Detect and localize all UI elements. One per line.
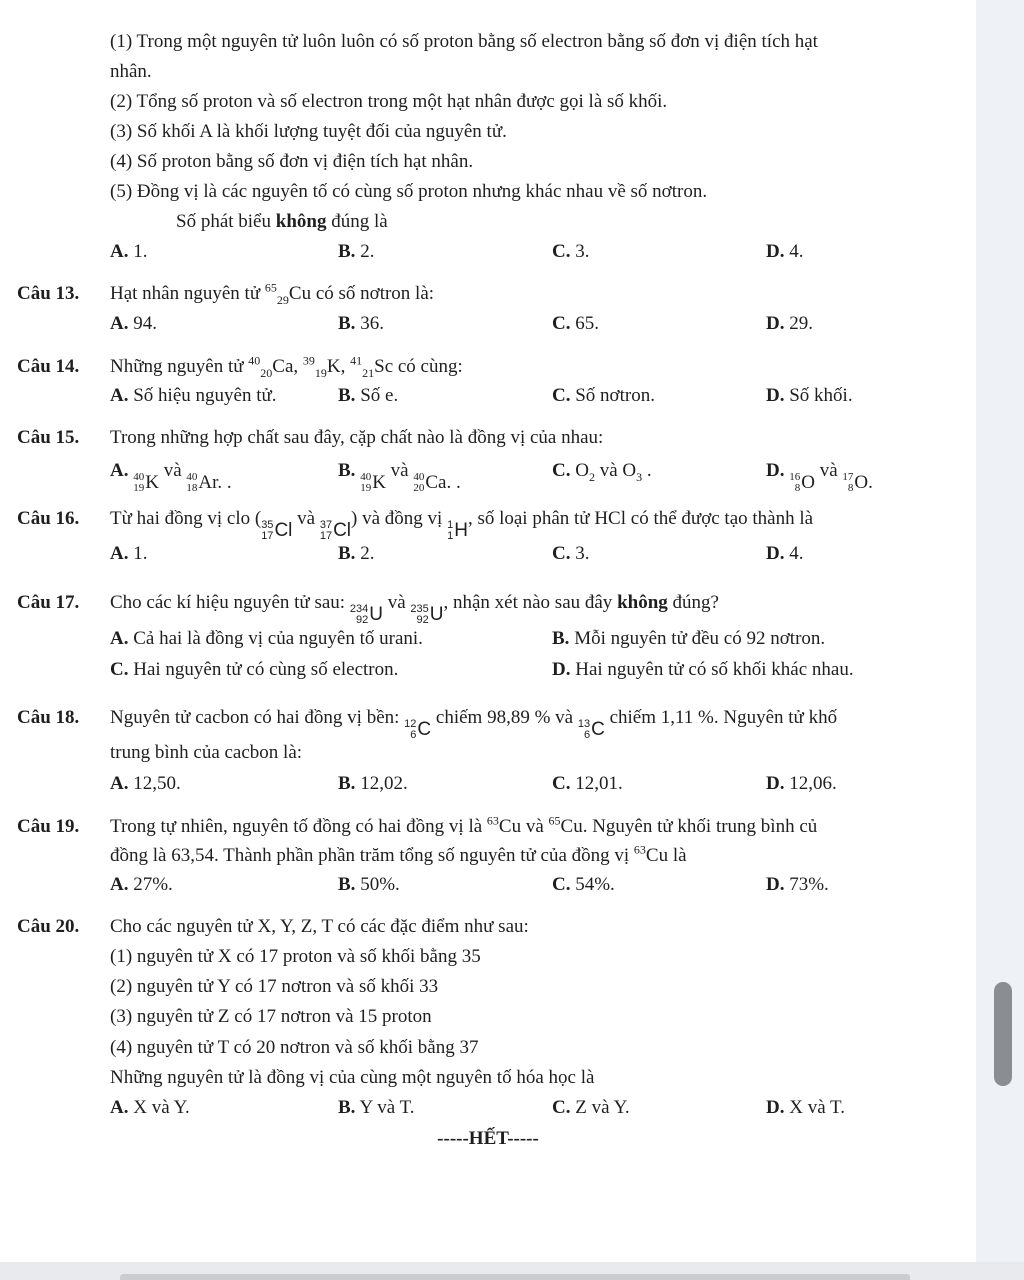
q14-option-c[interactable] — [552, 385, 655, 407]
option-letter: C. — [552, 874, 571, 895]
option-text: Y và T. — [355, 1097, 415, 1118]
question-19-stem — [110, 813, 818, 838]
atomic-number: 19 — [133, 482, 145, 494]
q15-option-b[interactable] — [338, 460, 461, 494]
nuclide — [320, 520, 351, 542]
nuclide — [578, 719, 605, 741]
q15-option-c[interactable] — [552, 460, 652, 482]
option-letter: D. — [766, 460, 785, 481]
q14-option-b[interactable] — [338, 385, 398, 407]
q12-prompt — [176, 211, 388, 233]
q20-option-d[interactable] — [766, 1097, 845, 1119]
option-text: 27%. — [128, 874, 173, 895]
mass-number: 234 — [349, 603, 369, 615]
element-symbol: K — [145, 472, 159, 493]
element-symbol: Ca. . — [425, 472, 461, 493]
scrollbar-thumb[interactable] — [994, 982, 1012, 1086]
q14-mass-1: 40 — [248, 353, 261, 368]
q16-option-c[interactable] — [552, 543, 589, 565]
q19-sym-2: Cu. Nguyên tử khối trung bình củ — [560, 816, 818, 837]
option-text: Mỗi nguyên tử đều có 92 nơtron. — [569, 628, 826, 649]
q20-option-c[interactable] — [552, 1097, 630, 1119]
atomic-number: 92 — [416, 614, 429, 626]
q17-text: Cho các kí hiệu nguyên tử sau: — [110, 592, 350, 613]
option-letter: C. — [110, 659, 129, 680]
option-text: 3. — [570, 543, 590, 564]
option-text: 54%. — [570, 874, 615, 895]
q18-option-a[interactable] — [110, 773, 181, 795]
question-14-stem — [110, 353, 463, 380]
atomic-number: 18 — [186, 482, 198, 494]
q19-option-b[interactable] — [338, 874, 400, 896]
question-15-number: Câu 15. — [17, 427, 80, 448]
q19-option-d[interactable] — [766, 874, 829, 896]
option-letter: D. — [766, 773, 785, 794]
option-text: Z và Y. — [570, 1097, 630, 1118]
option-letter: D. — [766, 241, 785, 262]
option-text: X và T. — [784, 1097, 845, 1118]
question-14-number: Câu 14. — [17, 356, 80, 377]
conjunction: và — [292, 508, 320, 529]
conjunction: và — [594, 460, 623, 481]
option-text: 12,06. — [784, 773, 837, 794]
option-text: Số nơtron. — [570, 385, 655, 406]
nuclide — [447, 520, 468, 542]
option-text: 2. — [355, 543, 375, 564]
atomic-number: 1 — [447, 530, 454, 542]
mass-number: 40 — [360, 471, 372, 483]
mass-number: 40 — [413, 471, 425, 483]
q13-text: Hạt nhân nguyên tử — [110, 283, 265, 304]
option-letter: A. — [110, 241, 129, 262]
q16-option-d[interactable] — [766, 543, 803, 565]
option-text: Số e. — [355, 385, 399, 406]
statement-1-line-1: (1) Trong một nguyên tử luôn luôn có số proton bằng số electron bằng số đơn vị điện tích hạt — [110, 31, 818, 52]
question-17-number: Câu 17. — [17, 592, 80, 613]
question-13-stem — [110, 280, 435, 307]
atomic-number: 17 — [319, 530, 333, 542]
q12-option-a[interactable] — [110, 241, 147, 263]
q13-option-d[interactable] — [766, 313, 813, 335]
q13-mass: 65 — [264, 280, 277, 295]
option-text: 3. — [570, 241, 590, 262]
q16-text-end: , số loại phân tử HCl có thể được tạo thành là — [467, 508, 814, 529]
q14-option-d[interactable] — [766, 385, 853, 407]
q20-option-b[interactable] — [338, 1097, 415, 1119]
q14-option-a[interactable] — [110, 385, 277, 407]
q18-text-mid: chiếm 98,89 % và — [431, 707, 578, 728]
q14-sym-2: K, — [326, 356, 351, 377]
option-text: Số hiệu nguyên tử. — [128, 385, 277, 406]
atomic-number: 19 — [360, 482, 372, 494]
nuclide — [350, 604, 383, 626]
q17-option-b[interactable] — [552, 628, 825, 650]
mass-number: 16 — [789, 471, 801, 483]
element-symbol: O — [801, 472, 815, 493]
option-letter: B. — [338, 241, 356, 262]
q20-condition-4: (4) nguyên tử T có 20 nơtron và số khối bằng 37 — [110, 1037, 479, 1058]
atomic-number: 20 — [413, 482, 425, 494]
q17-bold: không — [617, 592, 668, 613]
option-letter: A. — [110, 1097, 129, 1118]
element-symbol: K — [372, 472, 386, 493]
q14-z-2: 19 — [314, 365, 327, 380]
q12-option-b[interactable] — [338, 241, 374, 263]
question-16-number: Câu 16. — [17, 508, 80, 529]
q17-text-mid: , nhận xét nào sau đây — [443, 592, 618, 613]
option-letter: C. — [552, 543, 571, 564]
option-text: 1. — [128, 543, 148, 564]
statement-2: (2) Tổng số proton và số electron trong một hạt nhân được gọi là số khối. — [110, 91, 668, 112]
q16-option-a[interactable] — [110, 543, 147, 565]
q15-option-d[interactable] — [766, 460, 873, 494]
atomic-number: 6 — [583, 729, 591, 741]
q16-text-mid: ) và đồng vị — [351, 508, 448, 529]
element-symbol: Cl — [333, 520, 352, 541]
question-20-stem: Cho các nguyên tử X, Y, Z, T có các đặc điểm như sau: — [110, 916, 529, 937]
conjunction: và — [382, 592, 411, 613]
atomic-number: 17 — [261, 530, 274, 542]
option-text: 2. — [355, 241, 375, 262]
option-letter: D. — [552, 659, 571, 680]
q14-mass-3: 41 — [350, 353, 363, 368]
q19-text: Trong tự nhiên, nguyên tố đồng có hai đồng vị là — [110, 816, 487, 837]
q12-prompt-bold: không — [275, 211, 327, 232]
statement-4: (4) Số proton bằng số đơn vị điện tích hạt nhân. — [110, 151, 474, 172]
option-letter: A. — [110, 874, 129, 895]
mass-number: 40 — [186, 471, 198, 483]
option-letter: C. — [552, 385, 571, 406]
q12-prompt-end: đúng là — [326, 211, 388, 232]
element-symbol: H — [454, 520, 468, 541]
atomic-number: 8 — [794, 482, 801, 494]
q13-option-c[interactable] — [552, 313, 599, 335]
option-text: 4. — [784, 241, 804, 262]
bottom-handle[interactable] — [120, 1274, 910, 1280]
q18-option-c[interactable] — [552, 773, 623, 795]
option-letter: C. — [552, 773, 571, 794]
q20-condition-1: (1) nguyên tử X có 17 proton và số khối bằng 35 — [110, 946, 481, 967]
option-letter: B. — [338, 773, 356, 794]
option-letter: B. — [338, 543, 356, 564]
q19-sym-3: Cu là — [645, 845, 687, 866]
q19-option-a[interactable] — [110, 874, 173, 896]
nuclide — [261, 520, 292, 542]
mass-number: 1 — [447, 519, 454, 531]
option-text: 12,50. — [128, 773, 181, 794]
option-text: 36. — [355, 313, 384, 334]
q20-condition-2: (2) nguyên tử Y có 17 nơtron và số khối 33 — [110, 976, 439, 997]
q19-text-line-2: đồng là 63,54. Thành phần phần trăm tổng số nguyên tử của đồng vị — [110, 845, 634, 866]
option-letter: D. — [766, 1097, 785, 1118]
q12-option-d[interactable] — [766, 241, 803, 263]
molecule-symbol: O — [575, 460, 589, 481]
molecule-count: 3 — [636, 469, 643, 484]
option-letter: C. — [552, 241, 571, 262]
q18-option-b[interactable] — [338, 773, 408, 795]
option-text: X và Y. — [128, 1097, 190, 1118]
q16-text: Từ hai đồng vị clo ( — [110, 508, 262, 529]
element-symbol: U — [429, 604, 444, 625]
option-text: Số khối. — [784, 385, 853, 406]
option-letter: C. — [552, 313, 571, 334]
q20-condition-3: (3) nguyên tử Z có 17 nơtron và 15 proton — [110, 1006, 432, 1027]
option-text: 1. — [128, 241, 148, 262]
end-marker: -----HẾT----- — [437, 1128, 539, 1149]
option-text: 65. — [570, 313, 599, 334]
conjunction: và — [385, 460, 414, 481]
molecule-symbol: O — [622, 460, 637, 481]
q12-option-c[interactable] — [552, 241, 589, 263]
question-18-number: Câu 18. — [17, 707, 80, 728]
mass-number: 35 — [261, 519, 274, 531]
q17-option-d[interactable] — [552, 659, 854, 681]
option-letter: A. — [110, 628, 129, 649]
question-18-stem — [110, 707, 837, 741]
nuclide — [842, 472, 872, 494]
nuclide — [404, 719, 431, 741]
q19-mass-1: 63 — [486, 813, 499, 828]
element-symbol: Ar. . — [198, 472, 232, 493]
option-letter: B. — [338, 385, 356, 406]
option-text: 94. — [128, 313, 157, 334]
q19-mass-3: 63 — [633, 842, 646, 857]
element-symbol: U — [369, 604, 383, 625]
option-letter: A. — [110, 773, 129, 794]
option-text: Cả hai là đồng vị của nguyên tố urani. — [128, 628, 423, 649]
question-19-stem-line-2 — [110, 842, 687, 867]
option-text: 12,02. — [355, 773, 408, 794]
option-letter: D. — [766, 313, 785, 334]
q13-text-end: có số nơtron là: — [311, 283, 435, 304]
q13-option-b[interactable] — [338, 313, 384, 335]
nuclide — [789, 472, 815, 494]
q19-option-c[interactable] — [552, 874, 615, 896]
option-text: Hai nguyên tử có cùng số electron. — [128, 659, 399, 680]
option-letter: B. — [338, 460, 356, 481]
q18-text: Nguyên tử cacbon có hai đồng vị bền: — [110, 707, 405, 728]
q14-sym-3: Sc có cùng: — [374, 356, 463, 377]
nuclide — [133, 472, 159, 494]
option-text: 4. — [784, 543, 804, 564]
mass-number: 40 — [133, 471, 145, 483]
option-letter: B. — [552, 628, 570, 649]
q13-atomic-number: 29 — [276, 292, 289, 307]
element-symbol: O. — [854, 472, 873, 493]
element-symbol: Cl — [274, 520, 293, 541]
q18-option-d[interactable] — [766, 773, 837, 795]
mass-number: 13 — [577, 718, 591, 730]
q13-symbol: Cu — [288, 283, 312, 304]
question-16-stem — [110, 508, 813, 542]
mass-number: 235 — [410, 603, 429, 615]
option-letter: D. — [766, 385, 785, 406]
statement-5: (5) Đồng vị là các nguyên tố có cùng số proton nhưng khác nhau về số nơtron. — [110, 181, 708, 202]
question-15-stem: Trong những hợp chất sau đây, cặp chất nào là đồng vị của nhau: — [110, 427, 604, 448]
question-17-stem — [110, 592, 719, 626]
option-text: 73%. — [784, 874, 829, 895]
q20-prompt: Những nguyên tử là đồng vị của cùng một nguyên tố hóa học là — [110, 1067, 595, 1088]
q14-z-1: 20 — [260, 365, 273, 380]
option-letter: B. — [338, 874, 356, 895]
option-end: . — [642, 460, 652, 481]
conjunction: và — [158, 460, 187, 481]
option-letter: A. — [110, 543, 129, 564]
q15-option-a[interactable] — [110, 460, 232, 494]
atomic-number: 8 — [847, 482, 854, 494]
nuclide — [410, 604, 443, 626]
q14-mass-2: 39 — [302, 353, 315, 368]
option-letter: C. — [552, 1097, 571, 1118]
q14-z-3: 21 — [362, 365, 375, 380]
nuclide — [186, 472, 231, 494]
q14-sym-1: Ca, — [272, 356, 303, 377]
q16-option-b[interactable] — [338, 543, 374, 565]
conjunction: và — [814, 460, 843, 481]
mass-number: 17 — [842, 471, 854, 483]
nuclide — [360, 472, 386, 494]
element-symbol: C — [417, 719, 432, 740]
q12-prompt-text: Số phát biểu — [176, 211, 276, 232]
q19-mass-2: 65 — [548, 813, 561, 828]
q14-text: Những nguyên tử — [110, 356, 249, 377]
option-text: 12,01. — [570, 773, 623, 794]
q20-option-a[interactable] — [110, 1097, 190, 1119]
option-text: Hai nguyên tử có số khối khác nhau. — [570, 659, 854, 680]
statement-1-line-2: nhân. — [110, 61, 152, 82]
q17-option-a[interactable] — [110, 628, 423, 650]
statement-3: (3) Số khối A là khối lượng tuyệt đối của nguyên tử. — [110, 121, 507, 142]
atomic-number: 92 — [355, 614, 369, 626]
option-letter: B. — [338, 1097, 356, 1118]
option-letter: C. — [552, 460, 571, 481]
mass-number: 12 — [404, 718, 417, 730]
molecule-count: 2 — [588, 469, 595, 484]
nuclide — [413, 472, 460, 494]
option-letter: A. — [110, 460, 129, 481]
option-letter: A. — [110, 385, 129, 406]
q18-text-end: chiếm 1,11 %. Nguyên tử khố — [604, 707, 838, 728]
atomic-number: 6 — [410, 729, 417, 741]
question-19-number: Câu 19. — [17, 816, 80, 837]
element-symbol: C — [591, 719, 605, 740]
option-letter: D. — [766, 543, 785, 564]
q13-option-a[interactable] — [110, 313, 157, 335]
option-text: 50%. — [355, 874, 400, 895]
q17-option-c[interactable] — [110, 659, 398, 681]
question-18-stem-line-2: trung bình của cacbon là: — [110, 742, 303, 763]
option-letter: D. — [766, 874, 785, 895]
question-13-number: Câu 13. — [17, 283, 80, 304]
mass-number: 37 — [319, 519, 333, 531]
option-text: 29. — [784, 313, 813, 334]
question-20-number: Câu 20. — [17, 916, 80, 937]
q19-sym-1: Cu và — [498, 816, 549, 837]
option-letter: B. — [338, 313, 356, 334]
option-letter: A. — [110, 313, 129, 334]
q17-text-end: đúng? — [667, 592, 719, 613]
